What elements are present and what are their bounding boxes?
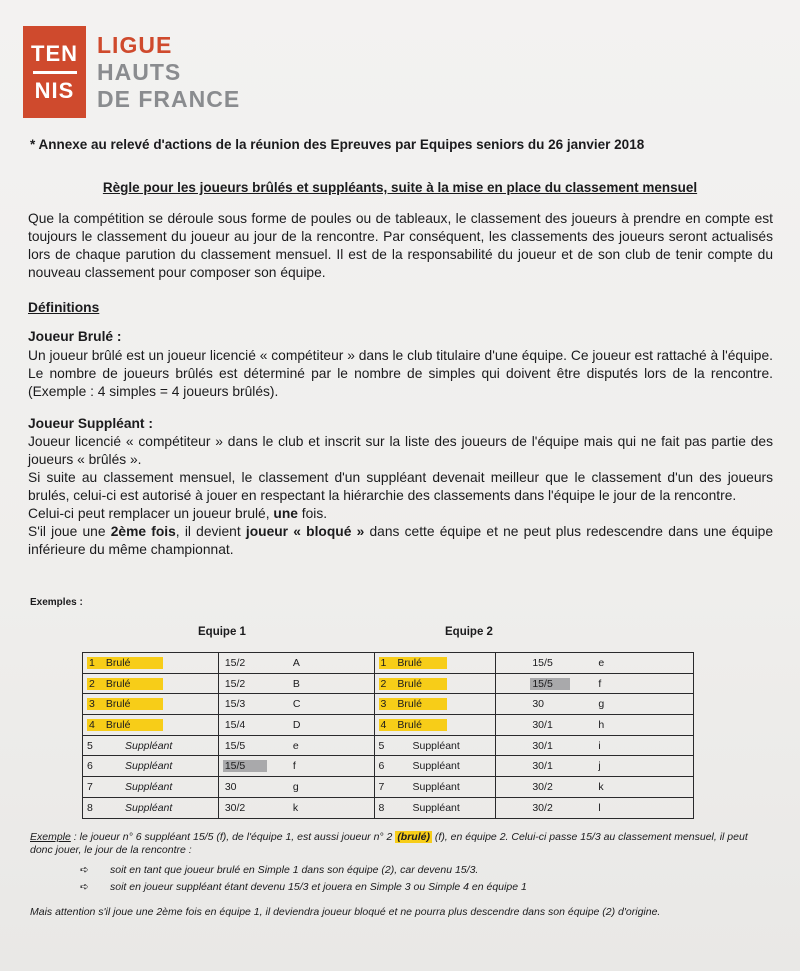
tennis-logo-box [23, 26, 86, 118]
joueur-brule-heading: Joueur Brulé : [28, 329, 122, 344]
table-row [83, 673, 694, 694]
equipe2-rank-cell [496, 735, 694, 756]
brule-highlight [379, 678, 447, 690]
equipe1-status-cell [83, 756, 219, 777]
suppleant-p2: Si suite au classement mensuel, le classement d'un suppléant devenait meilleur que le classement d'un des joueurs brulés, celui-ci est autorisé à jouer en respectant la hiérarchie des classements dans l'équipe le jour de la rencontre. [28, 470, 773, 503]
arrow-bullet-icon: ➪ [80, 881, 89, 893]
player-letter: e [292, 739, 299, 752]
equipe2-status-cell [374, 694, 496, 715]
equipe1-label: Equipe 1 [198, 626, 246, 638]
player-rank: 15/5 [532, 656, 553, 669]
example-note [30, 831, 770, 857]
example-note-brule: (brulé) [397, 831, 430, 843]
player-rank: 15/5 [530, 678, 570, 690]
suppleant-p4 [28, 523, 773, 559]
player-letter: h [598, 718, 605, 731]
player-number: 7 [378, 780, 385, 793]
equipe1-status-cell [83, 673, 219, 694]
equipe2-status-cell [374, 777, 496, 798]
equipe2-rank-cell [496, 777, 694, 798]
table-row [83, 694, 694, 715]
suppleant-p3-a: Celui-ci peut remplacer un joueur brulé, [28, 506, 274, 521]
arrow-bullet-icon: ➪ [80, 864, 89, 876]
player-letter: i [598, 739, 601, 752]
brule-highlight [87, 678, 163, 690]
equipe2-status-cell [374, 797, 496, 818]
brule-highlight [87, 657, 163, 669]
logo-text-line2: HAUTS [97, 59, 182, 85]
table-row [83, 653, 694, 674]
suppleant-p1: Joueur licencié « compétiteur » dans le club et inscrit sur la liste des joueurs de l'équipe mais qui ne fait pas partie des joueurs « brûlés ». [28, 434, 773, 467]
equipe2-rank-cell [496, 756, 694, 777]
definitions-heading: Définitions [28, 300, 100, 315]
equipe2-rank-cell [496, 673, 694, 694]
equipe1-rank-cell [218, 694, 374, 715]
player-letter: f [292, 760, 296, 773]
equipe2-label: Equipe 2 [445, 626, 493, 638]
suppleant-p4-bold2: joueur « bloqué » [245, 524, 365, 539]
equipe1-rank-cell [218, 715, 374, 736]
ligue-logo [23, 26, 240, 118]
equipe1-status-cell [83, 777, 219, 798]
player-status: Suppléant [412, 780, 460, 793]
player-rank: 15/4 [224, 718, 246, 731]
player-rank: 15/5 [223, 760, 267, 772]
player-letter: l [598, 801, 601, 814]
player-rank: 30/1 [532, 718, 553, 731]
player-rank: 30/1 [532, 739, 553, 752]
joueur-suppleant-text [28, 433, 773, 559]
player-letter: k [292, 801, 299, 814]
player-letter: g [598, 698, 605, 711]
table-row [83, 797, 694, 818]
table-row [83, 735, 694, 756]
player-number: 2 [380, 677, 387, 690]
brule-highlight [87, 719, 163, 731]
player-number: 4 [380, 718, 387, 731]
player-rank: 30/2 [532, 801, 553, 814]
table-row [83, 777, 694, 798]
intro-paragraph: Que la compétition se déroule sous forme de poules ou de tableaux, le classement des joueurs à prendre en compte est toujours le classement du joueur au jour de la rencontre. Par conséquent, les classements des joueurs seront actualisés lors de chaque parution du classement mensuel. Il est de la responsabilité du joueur et de son club de tenir compte du nouveau classement pour composer son équipe. [28, 211, 773, 280]
suppleant-p3-bold: une [273, 506, 298, 521]
player-number: 5 [378, 739, 385, 752]
player-status: Brulé [397, 718, 422, 731]
equipe2-status-cell [374, 653, 496, 674]
joueur-suppleant-heading: Joueur Suppléant : [28, 416, 153, 431]
player-letter: k [598, 780, 604, 793]
teams-table [82, 652, 694, 819]
player-rank: 15/2 [224, 656, 246, 669]
player-rank: 30/2 [224, 801, 246, 814]
player-status: Brulé [105, 698, 131, 711]
player-status: Suppléant [412, 801, 460, 814]
equipe1-status-cell [83, 715, 219, 736]
player-number: 3 [380, 698, 387, 711]
table-row [83, 715, 694, 736]
bullet-item-1 [80, 864, 478, 876]
logo-divider [33, 71, 77, 74]
equipe2-status-cell [374, 673, 496, 694]
player-number: 6 [87, 760, 93, 773]
annex-heading: * Annexe au relevé d'actions de la réunion des Epreuves par Equipes seniors du 26 janvier 2018 [30, 137, 645, 152]
player-number: 3 [89, 698, 95, 711]
player-rank: 30 [532, 698, 545, 711]
player-letter: A [292, 656, 300, 669]
player-letter: f [598, 677, 602, 690]
player-rank: 30 [224, 780, 237, 793]
player-number: 6 [378, 760, 385, 773]
brule-highlight [379, 698, 447, 710]
joueur-brule-text: Un joueur brûlé est un joueur licencié « compétiteur » dans le club titulaire d'une équipe. Ce joueur est rattaché à l'équipe. Le nombre de joueurs brûlés est déterminé par le nombre de simples qui doivent être disputés lors de la rencontre. (Exemple : 4 simples = 4 joueurs brûlés). [28, 348, 773, 399]
player-number: 1 [380, 656, 387, 669]
player-number: 5 [87, 739, 93, 752]
player-rank: 15/5 [224, 739, 246, 752]
suppleant-p4-a: S'il joue une [28, 524, 111, 539]
bullet-2-text: soit en joueur suppléant étant devenu 15/3 et jouera en Simple 3 ou Simple 4 en équipe 1 [110, 881, 527, 893]
player-number: 2 [89, 677, 95, 690]
equipe1-rank-cell [218, 797, 374, 818]
logo-text [97, 32, 240, 113]
player-status: Suppléant [125, 780, 173, 793]
equipe1-status-cell [83, 653, 219, 674]
equipe2-rank-cell [496, 715, 694, 736]
player-letter: g [292, 780, 299, 793]
equipe1-status-cell [83, 797, 219, 818]
equipe2-rank-cell [496, 653, 694, 674]
player-status: Brulé [397, 677, 422, 690]
player-status: Brulé [397, 656, 422, 669]
rule-title: Règle pour les joueurs brûlés et suppléants, suite à la mise en place du classement mensuel [102, 180, 698, 195]
bullet-item-2 [80, 881, 527, 893]
equipe1-rank-cell [218, 673, 374, 694]
equipe2-status-cell [374, 715, 496, 736]
player-number: 7 [87, 780, 93, 793]
example-note-label: Exemple [30, 831, 71, 843]
player-rank: 15/2 [224, 677, 246, 690]
brule-highlight [379, 719, 447, 731]
suppleant-p4-c: , il devient [175, 524, 246, 539]
player-number: 1 [89, 656, 95, 669]
player-status: Suppléant [412, 739, 460, 752]
example-note-part-a: : le joueur n° 6 suppléant 15/5 (f), de l'équipe 1, est aussi joueur n° 2 [70, 831, 396, 843]
logo-text-line3: DE FRANCE [97, 86, 241, 112]
logo-text-line1: LIGUE [97, 32, 173, 58]
example-note-part-b: (f), en équipe 2. Celui-ci passe 15/3 au classement mensuel, il peut donc jouer, le jour de la rencontre : [30, 831, 748, 856]
suppleant-p3-c: fois. [297, 506, 328, 521]
equipe1-rank-cell [218, 735, 374, 756]
player-status: Suppléant [125, 739, 173, 752]
player-letter: D [292, 718, 301, 731]
equipe1-rank-cell [218, 777, 374, 798]
player-status: Brulé [105, 718, 131, 731]
equipe2-status-cell [374, 735, 496, 756]
bullet-1-text: soit en tant que joueur brulé en Simple 1 dans son équipe (2), car devenu 15/3. [110, 864, 479, 876]
player-status: Suppléant [125, 801, 173, 814]
player-rank: 30/2 [532, 780, 553, 793]
player-rank: 15/3 [224, 698, 246, 711]
player-rank: 30/1 [532, 760, 553, 773]
logo-box-line2: NIS [34, 77, 75, 103]
table-row [83, 756, 694, 777]
suppleant-p4-e: dans cette équipe et ne peut plus redescendre dans une équipe inférieure du même championnat. [28, 524, 773, 557]
equipe1-rank-cell [218, 653, 374, 674]
brule-highlight [87, 698, 163, 710]
equipe1-status-cell [83, 694, 219, 715]
player-number: 8 [87, 801, 93, 814]
warning-note: Mais attention s'il joue une 2ème fois en équipe 1, il deviendra joueur bloqué et ne pourra plus descendre dans son équipe (2) d'origine. [30, 906, 661, 918]
logo-box-line1: TEN [31, 40, 78, 66]
player-number: 4 [89, 718, 95, 731]
player-status: Suppléant [125, 760, 173, 773]
player-status: Brulé [397, 698, 422, 711]
player-letter: j [598, 760, 601, 773]
player-letter: B [292, 677, 300, 690]
player-letter: C [292, 698, 301, 711]
suppleant-p3 [28, 505, 773, 523]
player-letter: e [598, 656, 605, 669]
equipe2-rank-cell [496, 797, 694, 818]
examples-label: Exemples : [30, 597, 83, 608]
player-status: Brulé [105, 677, 131, 690]
equipe2-rank-cell [496, 694, 694, 715]
suppleant-p4-bold1: 2ème fois [110, 524, 176, 539]
player-status: Suppléant [412, 760, 460, 773]
brule-highlight [379, 657, 447, 669]
equipe1-rank-cell [218, 756, 374, 777]
player-status: Brulé [105, 656, 131, 669]
player-number: 8 [378, 801, 385, 814]
equipe2-status-cell [374, 756, 496, 777]
equipe1-status-cell [83, 735, 219, 756]
